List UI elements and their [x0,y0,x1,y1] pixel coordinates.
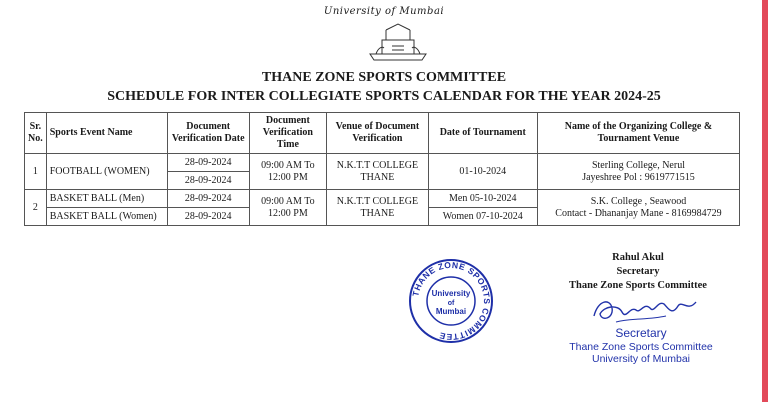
verification-time: 09:00 AM To 12:00 PM [249,154,327,190]
sr-number: 1 [25,154,47,190]
table-row [25,190,740,208]
organizer-cell [537,190,739,226]
column-header: Document Verification Time [249,113,327,154]
tournament-date: Women 07-10-2024 [428,208,537,226]
column-header: Sr. No. [25,113,47,154]
event-name: BASKET BALL (Women) [46,208,167,226]
organizer-cell [537,154,739,190]
event-name: BASKET BALL (Men) [46,190,167,208]
column-header: Name of the Organizing College & Tournament Venue [537,113,739,154]
seal-inner-text: University [431,289,471,298]
page-edge-strip [762,0,768,402]
seal-outer-text: THANE ZONE SPORTS COMMITTEE [410,259,493,343]
verification-venue: N.K.T.T COLLEGE THANE [327,190,428,226]
stamp-committee: Thane Zone Sports Committee [569,341,713,353]
signatory-role: Secretary [616,266,660,277]
schedule-table [24,112,740,226]
verification-date: 28-09-2024 [167,154,249,172]
tournament-date: 01-10-2024 [428,154,537,190]
organizer-college: Sterling College, Nerul [591,159,685,171]
signatory-name: Rahul Akul [612,252,664,263]
verification-date: 28-09-2024 [167,190,249,208]
organizer-contact: Contact - Dhananjay Mane - 8169984729 [555,207,722,219]
verification-time: 09:00 AM To 12:00 PM [249,190,327,226]
column-header: Sports Event Name [46,113,167,154]
organizer-contact: Jayeshree Pol : 9619771515 [582,171,695,183]
column-header: Venue of Document Verification [327,113,428,154]
verification-date: 28-09-2024 [167,208,249,226]
verification-venue: N.K.T.T COLLEGE THANE [327,154,428,190]
seal-inner-text: of [447,300,455,307]
tournament-date: Men 05-10-2024 [428,190,537,208]
column-header: Document Verification Date [167,113,249,154]
stamp-role: Secretary [615,326,667,340]
committee-title: THANE ZONE SPORTS COMMITTEE [261,70,507,85]
organizer-college: S.K. College , Seawood [590,195,687,207]
table-header-row [25,113,740,154]
column-header: Date of Tournament [428,113,537,154]
university-name: University of Mumbai [323,6,445,17]
stamp-university: University of Mumbai [591,353,691,365]
event-name: FOOTBALL (WOMEN) [46,154,167,190]
signatory-committee: Thane Zone Sports Committee [569,280,707,291]
table-row [25,154,740,172]
handwritten-signature [588,292,708,328]
sr-number: 2 [25,190,47,226]
seal-inner-text: Mumbai [435,307,467,316]
committee-seal [408,258,494,344]
verification-date: 28-09-2024 [167,172,249,190]
schedule-title: SCHEDULE FOR INTER COLLEGIATE SPORTS CALENDAR FOR THE YEAR 2024-25 [107,89,661,104]
university-emblem-icon [364,20,432,62]
